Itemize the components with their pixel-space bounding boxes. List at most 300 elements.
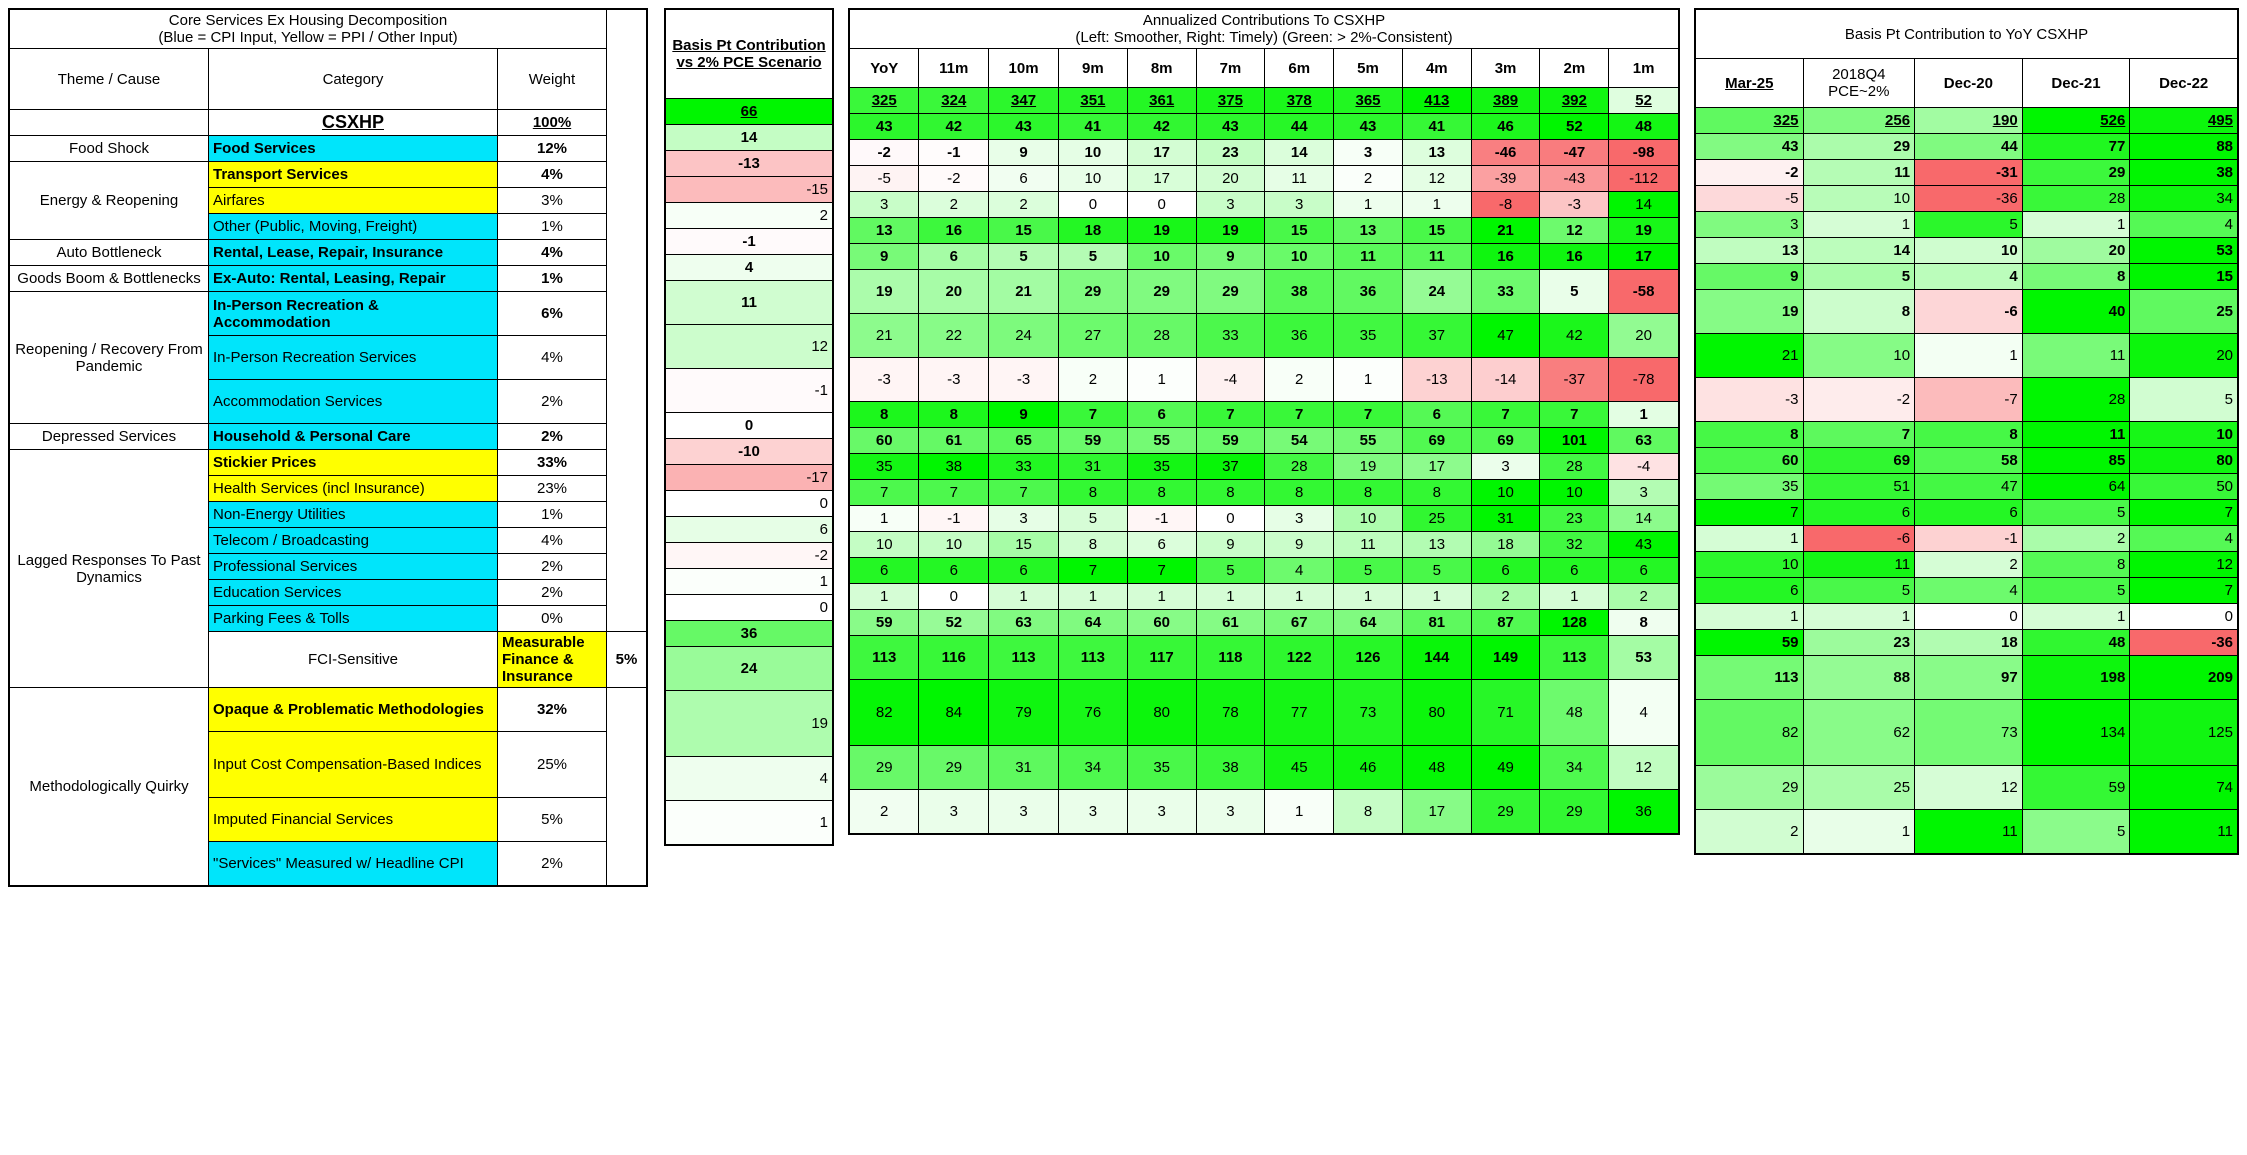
annualized-cell: 44	[1265, 114, 1334, 140]
annualized-cell: -1	[919, 140, 989, 166]
annualized-cell: 3	[989, 790, 1059, 834]
table-row	[849, 454, 1679, 480]
yoy-cell: 51	[1803, 474, 1915, 500]
annualized-cell: 17	[1127, 140, 1196, 166]
annualized-cell: 2	[849, 790, 919, 834]
annualized-body	[849, 88, 1679, 834]
annualized-block	[848, 8, 1680, 835]
annualized-cell: 24	[1402, 270, 1471, 314]
weight-cell: 6%	[498, 292, 607, 336]
annualized-cell: 63	[989, 610, 1059, 636]
annualized-cell: 113	[1540, 636, 1609, 680]
table-row	[1695, 810, 2238, 854]
annualized-header-3m: 3m	[1471, 49, 1540, 88]
basis-pt-cell: 12	[665, 325, 833, 369]
annualized-cell: -43	[1540, 166, 1609, 192]
yoy-cell: 113	[1695, 656, 1803, 700]
yoy-header-dec-20: Dec-20	[1915, 59, 2023, 108]
annualized-cell: 41	[1058, 114, 1127, 140]
yoy-cell: 8	[1695, 422, 1803, 448]
annualized-cell: 8	[849, 402, 919, 428]
annualized-cell: 19	[1127, 218, 1196, 244]
table-row	[1695, 656, 2238, 700]
weight-cell: 12%	[498, 136, 607, 162]
annualized-cell: 69	[1471, 428, 1540, 454]
annualized-cell: -4	[1196, 358, 1265, 402]
annualized-cell: 17	[1609, 244, 1679, 270]
table-row	[849, 270, 1679, 314]
weight-cell: 2%	[498, 424, 607, 450]
annualized-cell: 33	[989, 454, 1059, 480]
annualized-cell: 324	[919, 88, 989, 114]
theme-cell: Goods Boom & Bottlenecks	[9, 266, 209, 292]
annualized-cell: 12	[1609, 746, 1679, 790]
yoy-cell: 53	[2130, 238, 2238, 264]
annualized-cell: 6	[1609, 558, 1679, 584]
yoy-cell: 20	[2130, 334, 2238, 378]
annualized-cell: 1	[1609, 402, 1679, 428]
yoy-cell: 125	[2130, 700, 2238, 766]
table-row	[9, 110, 647, 136]
annualized-cell: 8	[1334, 480, 1403, 506]
annualized-cell: 1	[1334, 584, 1403, 610]
annualized-cell: 12	[1540, 218, 1609, 244]
yoy-cell: 134	[2022, 700, 2130, 766]
yoy-cell: 80	[2130, 448, 2238, 474]
annualized-cell: 22	[919, 314, 989, 358]
table-row	[665, 203, 833, 229]
category-cell: Opaque & Problematic Methodologies	[209, 688, 498, 732]
yoy-cell: 88	[2130, 134, 2238, 160]
annualized-cell: 1	[1127, 358, 1196, 402]
annualized-cell: 43	[1609, 532, 1679, 558]
yoy-cell: -36	[2130, 630, 2238, 656]
table-row	[849, 88, 1679, 114]
yoy-cell: 82	[1695, 700, 1803, 766]
annualized-cell: 13	[849, 218, 919, 244]
annualized-cell: 45	[1265, 746, 1334, 790]
annualized-cell: -13	[1402, 358, 1471, 402]
table-row	[665, 151, 833, 177]
annualized-cell: 10	[1127, 244, 1196, 270]
yoy-cell: 6	[1695, 578, 1803, 604]
weight-cell: 100%	[498, 110, 607, 136]
annualized-cell: 1	[849, 506, 919, 532]
yoy-cell: -6	[1803, 526, 1915, 552]
yoy-cell: 8	[2022, 552, 2130, 578]
annualized-cell: 3	[1471, 454, 1540, 480]
annualized-cell: 1	[1402, 192, 1471, 218]
annualized-cell: 3	[1265, 506, 1334, 532]
annualized-cell: 32	[1540, 532, 1609, 558]
annualized-cell: 16	[1471, 244, 1540, 270]
annualized-cell: 28	[1127, 314, 1196, 358]
basis-pt-cell: 11	[665, 281, 833, 325]
yoy-cell: 11	[1803, 552, 1915, 578]
annualized-cell: -39	[1471, 166, 1540, 192]
annualized-cell: 8	[1058, 480, 1127, 506]
yoy-cell: 29	[2022, 160, 2130, 186]
annualized-cell: 6	[989, 166, 1059, 192]
category-cell: Stickier Prices	[209, 450, 498, 476]
table-row	[849, 166, 1679, 192]
annualized-cell: 25	[1402, 506, 1471, 532]
annualized-cell: 15	[1402, 218, 1471, 244]
category-cell: Rental, Lease, Repair, Insurance	[209, 240, 498, 266]
yoy-cell: 59	[2022, 766, 2130, 810]
annualized-cell: 7	[1196, 402, 1265, 428]
annualized-cell: 3	[1058, 790, 1127, 834]
decomposition-header-theme-cause: Theme / Cause	[9, 49, 209, 110]
annualized-cell: 7	[1058, 402, 1127, 428]
yoy-cell: 10	[1915, 238, 2023, 264]
yoy-cell: 5	[1803, 264, 1915, 290]
annualized-header-yoy: YoY	[849, 49, 919, 88]
yoy-cell: -3	[1695, 378, 1803, 422]
annualized-cell: 10	[1058, 166, 1127, 192]
table-row	[1695, 630, 2238, 656]
annualized-cell: -14	[1471, 358, 1540, 402]
annualized-cell: 7	[849, 480, 919, 506]
annualized-cell: 3	[989, 506, 1059, 532]
annualized-cell: 65	[989, 428, 1059, 454]
annualized-header-1m: 1m	[1609, 49, 1679, 88]
yoy-cell: 5	[1803, 578, 1915, 604]
yoy-cell: 44	[1915, 134, 2023, 160]
annualized-cell: 113	[849, 636, 919, 680]
weight-cell: 5%	[607, 632, 648, 688]
yoy-cell: 28	[2022, 378, 2130, 422]
yoy-cell: 28	[2022, 186, 2130, 212]
annualized-cell: 35	[1127, 746, 1196, 790]
annualized-cell: 9	[1196, 244, 1265, 270]
annualized-cell: 21	[1471, 218, 1540, 244]
annualized-cell: 31	[989, 746, 1059, 790]
yoy-cell: 1	[1695, 526, 1803, 552]
yoy-cell: 11	[1915, 810, 2023, 854]
yoy-cell: 40	[2022, 290, 2130, 334]
theme-cell: Depressed Services	[9, 424, 209, 450]
annualized-cell: 113	[989, 636, 1059, 680]
annualized-cell: 361	[1127, 88, 1196, 114]
annualized-cell: 3	[1265, 192, 1334, 218]
table-row	[849, 746, 1679, 790]
annualized-cell: 17	[1402, 454, 1471, 480]
table-row	[1695, 212, 2238, 238]
annualized-cell: 61	[919, 428, 989, 454]
annualized-cell: 9	[989, 402, 1059, 428]
table-row	[849, 680, 1679, 746]
weight-cell: 25%	[498, 732, 607, 798]
yoy-cell: 60	[1695, 448, 1803, 474]
weight-cell: 4%	[498, 240, 607, 266]
yoy-header-row	[1695, 59, 2238, 108]
annualized-header-8m: 8m	[1127, 49, 1196, 88]
yoy-cell: 23	[1803, 630, 1915, 656]
annualized-cell: 144	[1402, 636, 1471, 680]
table-row	[1695, 500, 2238, 526]
annualized-cell: 347	[989, 88, 1059, 114]
annualized-cell: -1	[1127, 506, 1196, 532]
annualized-cell: 4	[1265, 558, 1334, 584]
annualized-title	[849, 9, 1679, 49]
yoy-cell: 48	[2022, 630, 2130, 656]
yoy-cell: 1	[2022, 604, 2130, 630]
annualized-cell: 1	[849, 584, 919, 610]
table-row	[1695, 526, 2238, 552]
annualized-cell: 375	[1196, 88, 1265, 114]
theme-cell: Lagged Responses To Past Dynamics	[9, 450, 209, 688]
table-row	[1695, 578, 2238, 604]
annualized-cell: 23	[1196, 140, 1265, 166]
basis-pt-table	[664, 8, 834, 846]
annualized-cell: 16	[919, 218, 989, 244]
basis-pt-cell: 4	[665, 757, 833, 801]
basis-pt-cell: 19	[665, 691, 833, 757]
annualized-cell: 6	[919, 244, 989, 270]
yoy-cell: 1	[2022, 212, 2130, 238]
category-cell: Household & Personal Care	[209, 424, 498, 450]
annualized-cell: 0	[919, 584, 989, 610]
table-row	[1695, 108, 2238, 134]
yoy-cell: 198	[2022, 656, 2130, 700]
yoy-cell: -31	[1915, 160, 2023, 186]
annualized-cell: 42	[1540, 314, 1609, 358]
category-cell: Telecom / Broadcasting	[209, 528, 498, 554]
annualized-header-9m: 9m	[1058, 49, 1127, 88]
annualized-cell: 33	[1471, 270, 1540, 314]
yoy-table	[1694, 8, 2239, 855]
annualized-cell: 128	[1540, 610, 1609, 636]
basis-pt-cell: 14	[665, 125, 833, 151]
theme-cell: Food Shock	[9, 136, 209, 162]
yoy-cell: 7	[2130, 500, 2238, 526]
annualized-cell: 14	[1265, 140, 1334, 166]
annualized-cell: 37	[1196, 454, 1265, 480]
yoy-title: Basis Pt Contribution to YoY CSXHP	[1695, 9, 2238, 59]
table-row	[849, 358, 1679, 402]
annualized-cell: 3	[1127, 790, 1196, 834]
annualized-cell: 8	[1265, 480, 1334, 506]
annualized-cell: 8	[1402, 480, 1471, 506]
basis-pt-cell: 1	[665, 569, 833, 595]
table-row	[665, 369, 833, 413]
annualized-cell: 21	[989, 270, 1059, 314]
yoy-cell: 21	[1695, 334, 1803, 378]
yoy-cell: 14	[1803, 238, 1915, 264]
decomposition-header-row	[9, 49, 647, 110]
annualized-cell: 1	[1196, 584, 1265, 610]
table-row	[849, 506, 1679, 532]
annualized-cell: 2	[989, 192, 1059, 218]
yoy-cell: -5	[1695, 186, 1803, 212]
yoy-cell: 209	[2130, 656, 2238, 700]
annualized-cell: 3	[1334, 140, 1403, 166]
category-cell: Measurable Finance & Insurance	[498, 632, 607, 688]
annualized-cell: 29	[919, 746, 989, 790]
annualized-cell: 5	[1402, 558, 1471, 584]
annualized-cell: 6	[1540, 558, 1609, 584]
yoy-cell: 2	[2022, 526, 2130, 552]
annualized-cell: 64	[1334, 610, 1403, 636]
annualized-cell: 5	[1196, 558, 1265, 584]
table-row	[665, 125, 833, 151]
annualized-cell: 61	[1196, 610, 1265, 636]
annualized-cell: 19	[1609, 218, 1679, 244]
yoy-cell: 25	[1803, 766, 1915, 810]
annualized-cell: 29	[1058, 270, 1127, 314]
annualized-cell: 2	[919, 192, 989, 218]
basis-pt-cell: -10	[665, 439, 833, 465]
annualized-cell: 7	[1265, 402, 1334, 428]
yoy-header-mar-25: Mar-25	[1695, 59, 1803, 108]
yoy-cell: 1	[1915, 334, 2023, 378]
annualized-cell: 49	[1471, 746, 1540, 790]
table-row	[665, 229, 833, 255]
annualized-cell: 10	[1334, 506, 1403, 532]
annualized-cell: 17	[1127, 166, 1196, 192]
annualized-cell: 6	[1471, 558, 1540, 584]
annualized-cell: 43	[849, 114, 919, 140]
annualized-cell: -47	[1540, 140, 1609, 166]
annualized-cell: 3	[1609, 480, 1679, 506]
table-row	[665, 595, 833, 621]
annualized-cell: 6	[919, 558, 989, 584]
yoy-cell: -6	[1915, 290, 2023, 334]
annualized-cell: 36	[1334, 270, 1403, 314]
annualized-cell: 8	[1127, 480, 1196, 506]
yoy-cell: 4	[2130, 526, 2238, 552]
table-row	[1695, 160, 2238, 186]
category-cell: "Services" Measured w/ Headline CPI	[209, 842, 498, 886]
annualized-cell: 34	[1058, 746, 1127, 790]
annualized-cell: -58	[1609, 270, 1679, 314]
basis-pt-block	[664, 8, 834, 846]
annualized-cell: 80	[1402, 680, 1471, 746]
annualized-cell: 1	[1127, 584, 1196, 610]
annualized-cell: 67	[1265, 610, 1334, 636]
table-row	[849, 402, 1679, 428]
annualized-cell: 33	[1196, 314, 1265, 358]
annualized-cell: 20	[1609, 314, 1679, 358]
table-row	[665, 439, 833, 465]
table-row	[665, 255, 833, 281]
yoy-cell: 0	[2130, 604, 2238, 630]
weight-cell: 1%	[498, 266, 607, 292]
annualized-cell: 38	[919, 454, 989, 480]
basis-pt-cell: 6	[665, 517, 833, 543]
category-cell: In-Person Recreation & Accommodation	[209, 292, 498, 336]
annualized-cell: 19	[849, 270, 919, 314]
theme-cell: Energy & Reopening	[9, 162, 209, 240]
yoy-cell: -36	[1915, 186, 2023, 212]
yoy-cell: 4	[1915, 264, 2023, 290]
basis-pt-cell: 66	[665, 99, 833, 125]
table-row	[1695, 604, 2238, 630]
basis-pt-cell: -1	[665, 229, 833, 255]
table-row	[665, 543, 833, 569]
annualized-cell: 46	[1334, 746, 1403, 790]
annualized-cell: 53	[1609, 636, 1679, 680]
annualized-cell: 7	[1540, 402, 1609, 428]
annualized-cell: 8	[1334, 790, 1403, 834]
weight-cell: 2%	[498, 554, 607, 580]
annualized-cell: 24	[989, 314, 1059, 358]
table-row	[1695, 448, 2238, 474]
table-row	[849, 218, 1679, 244]
table-row	[849, 636, 1679, 680]
yoy-cell: 495	[2130, 108, 2238, 134]
annualized-cell: 101	[1540, 428, 1609, 454]
annualized-cell: 27	[1058, 314, 1127, 358]
annualized-cell: 35	[1334, 314, 1403, 358]
annualized-cell: -78	[1609, 358, 1679, 402]
basis-pt-cell: -1	[665, 369, 833, 413]
annualized-cell: 9	[989, 140, 1059, 166]
table-row	[849, 428, 1679, 454]
annualized-cell: 13	[1402, 532, 1471, 558]
table-row	[1695, 134, 2238, 160]
yoy-cell: 11	[2130, 810, 2238, 854]
annualized-cell: 3	[1196, 192, 1265, 218]
yoy-cell: 7	[1695, 500, 1803, 526]
table-row	[1695, 264, 2238, 290]
table-row	[849, 314, 1679, 358]
decomposition-table	[8, 8, 648, 887]
annualized-cell: 7	[1334, 402, 1403, 428]
annualized-cell: -2	[849, 140, 919, 166]
decomposition-title-line2: (Blue = CPI Input, Yellow = PPI / Other Input)	[158, 29, 458, 46]
annualized-cell: 1	[989, 584, 1059, 610]
table-row	[849, 140, 1679, 166]
table-row	[1695, 334, 2238, 378]
annualized-cell: 59	[1058, 428, 1127, 454]
annualized-cell: 8	[1609, 610, 1679, 636]
annualized-cell: 35	[1127, 454, 1196, 480]
annualized-title-line2: (Left: Smoother, Right: Timely) (Green: > 2%-Consistent)	[1075, 29, 1453, 46]
yoy-cell: 5	[2022, 578, 2130, 604]
annualized-cell: 8	[919, 402, 989, 428]
annualized-header-6m: 6m	[1265, 49, 1334, 88]
yoy-cell: 325	[1695, 108, 1803, 134]
annualized-cell: 7	[1127, 558, 1196, 584]
yoy-cell: 6	[1915, 500, 2023, 526]
annualized-cell: 2	[1058, 358, 1127, 402]
yoy-cell: 12	[1915, 766, 2023, 810]
yoy-cell: -2	[1695, 160, 1803, 186]
weight-cell: 3%	[498, 188, 607, 214]
annualized-cell: -4	[1609, 454, 1679, 480]
decomposition-header-weight: Weight	[498, 49, 607, 110]
weight-cell: 33%	[498, 450, 607, 476]
annualized-cell: 29	[1471, 790, 1540, 834]
annualized-cell: 7	[1471, 402, 1540, 428]
annualized-cell: 6	[1127, 402, 1196, 428]
annualized-cell: 17	[1402, 790, 1471, 834]
annualized-cell: 11	[1334, 532, 1403, 558]
annualized-cell: -112	[1609, 166, 1679, 192]
category-cell: Education Services	[209, 580, 498, 606]
yoy-cell: 1	[1803, 212, 1915, 238]
basis-pt-cell: 36	[665, 621, 833, 647]
yoy-cell: 256	[1803, 108, 1915, 134]
weight-cell: 1%	[498, 502, 607, 528]
yoy-cell: 13	[1695, 238, 1803, 264]
table-row	[1695, 552, 2238, 578]
basis-pt-cell: 4	[665, 255, 833, 281]
yoy-cell: 8	[2022, 264, 2130, 290]
annualized-cell: 36	[1609, 790, 1679, 834]
